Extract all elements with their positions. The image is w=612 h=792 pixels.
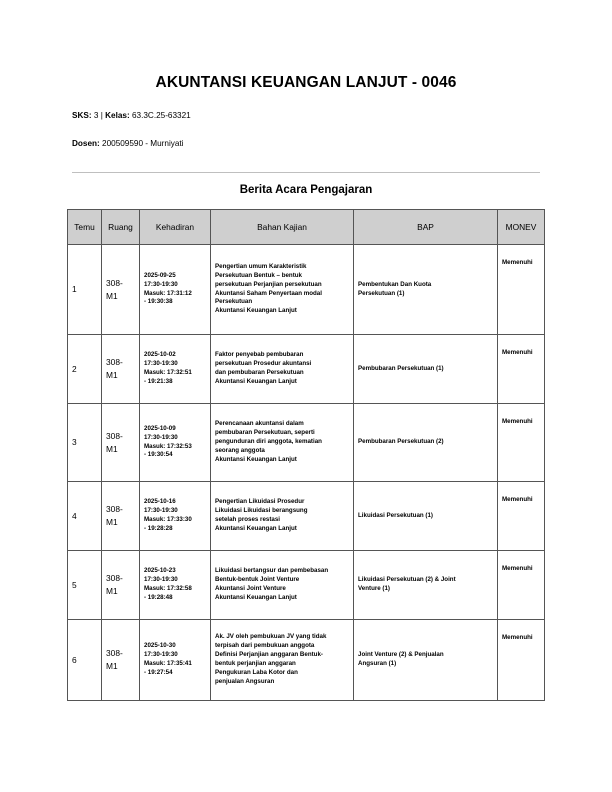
sks-label: SKS: <box>72 111 92 120</box>
cell-ruang <box>102 335 140 404</box>
bap-line: Pembentukan Dan Kuota <box>358 280 432 288</box>
bahan-line: Faktor penyebab pembubaran <box>215 351 304 359</box>
bahan-line: persekutuan Prosedur akuntansi <box>215 360 312 368</box>
kehadiran-line: 17:30-19:30 <box>144 280 178 288</box>
bahan-line: terpisah dari pembukuan anggota <box>215 642 315 650</box>
kehadiran-line: - 19:30:38 <box>144 298 173 306</box>
table-row <box>68 245 545 335</box>
cell-bap <box>354 620 498 701</box>
table-row <box>68 404 545 482</box>
cell-bahan-kajian <box>211 404 354 482</box>
cell-monev: Memenuhi <box>498 245 545 335</box>
lecturer-line <box>72 139 184 148</box>
cell-kehadiran <box>140 551 211 620</box>
bahan-line: bentuk perjanjian anggaran <box>215 660 296 667</box>
kehadiran-line: 2025-10-23 <box>144 567 176 575</box>
cell-bap <box>354 482 498 551</box>
kehadiran-line: 2025-10-02 <box>144 351 176 359</box>
bap-line: Likuidasi Persekutuan (2) & Joint <box>358 576 456 584</box>
cell-kehadiran <box>140 245 211 335</box>
kehadiran-line: 17:30-19:30 <box>144 433 178 441</box>
bahan-line: Pengukuran Laba Kotor dan <box>215 668 298 676</box>
bap-line: Pembubaran Persekutuan (1) <box>358 364 444 372</box>
cell-kehadiran <box>140 620 211 701</box>
cell-kehadiran <box>140 482 211 551</box>
ruang-line: 308- <box>106 504 123 515</box>
cell-ruang <box>102 404 140 482</box>
bahan-line: Pengertian umum Karakteristik <box>215 262 307 270</box>
kehadiran-line: Masuk: 17:33:30 <box>144 516 192 523</box>
table-header-row <box>68 210 545 245</box>
cell-temu: 4 <box>68 482 102 551</box>
ruang-line: M1 <box>106 290 118 301</box>
header-monev: MONEV <box>498 210 545 245</box>
course-meta-line <box>72 111 191 120</box>
bahan-line: Akuntansi Joint Venture <box>215 585 286 592</box>
cell-monev: Memenuhi <box>498 620 545 701</box>
bahan-line: Akuntansi Keuangan Lanjut <box>215 307 297 315</box>
kehadiran-line: - 19:28:48 <box>144 593 173 601</box>
kehadiran-line: 2025-09-25 <box>144 271 176 279</box>
bap-line: Likuidasi Persekutuan (1) <box>358 511 433 519</box>
cell-bahan-kajian <box>211 620 354 701</box>
bahan-line: seorang anggota <box>215 446 265 454</box>
cell-monev: Memenuhi <box>498 404 545 482</box>
kehadiran-line: - 19:27:54 <box>144 668 173 676</box>
kehadiran-line: - 19:21:38 <box>144 377 173 385</box>
cell-bap <box>354 335 498 404</box>
header-kehadiran: Kehadiran <box>140 210 211 245</box>
kelas-value: 63.3C.25-63321 <box>131 111 191 120</box>
bap-line: Angsuran (1) <box>358 660 397 667</box>
ruang-line: M1 <box>106 661 118 671</box>
cell-bap <box>354 551 498 620</box>
kehadiran-line: Masuk: 17:35:41 <box>144 660 192 667</box>
ruang-line: M1 <box>106 443 118 454</box>
bap-line: Venture (1) <box>358 585 390 592</box>
cell-kehadiran <box>140 404 211 482</box>
kehadiran-line: Masuk: 17:31:12 <box>144 289 192 297</box>
table-row <box>68 620 545 701</box>
cell-monev: Memenuhi <box>498 482 545 551</box>
bahan-line: Akuntansi Saham Penyertaan modal <box>215 289 322 297</box>
bahan-line: Akuntansi Keuangan Lanjut <box>215 593 297 601</box>
cell-bap <box>354 245 498 335</box>
kehadiran-line: 2025-10-30 <box>144 642 176 650</box>
cell-temu: 3 <box>68 404 102 482</box>
ruang-line: 308- <box>106 357 123 368</box>
bahan-line: Bentuk-bentuk Joint Venture <box>215 576 300 584</box>
kehadiran-line: 2025-10-16 <box>144 498 176 506</box>
kehadiran-line: 17:30-19:30 <box>144 360 178 368</box>
cell-temu: 2 <box>68 335 102 404</box>
dosen-label: Dosen: <box>72 139 100 148</box>
cell-ruang <box>102 551 140 620</box>
kehadiran-line: 17:30-19:30 <box>144 651 178 659</box>
bahan-line: Persekutuan <box>215 298 253 306</box>
header-bap: BAP <box>354 210 498 245</box>
bahan-line: dan pembubaran Persekutuan <box>215 369 304 376</box>
cell-bahan-kajian <box>211 335 354 404</box>
ruang-line: M1 <box>106 517 118 527</box>
teaching-report-table <box>67 209 545 701</box>
bap-line: Pembubaran Persekutuan (2) <box>358 438 444 445</box>
kehadiran-line: 17:30-19:30 <box>144 576 178 584</box>
bahan-line: Pengertian Likuidasi Prosedur <box>215 498 305 506</box>
bahan-line: pembubaran Persekutuan, seperti <box>215 429 315 437</box>
bahan-line: Likuidasi bertangsur dan pembebasan <box>215 567 329 575</box>
bap-line: Joint Venture (2) & Penjualan <box>358 651 444 659</box>
divider <box>72 172 540 173</box>
cell-bahan-kajian <box>211 482 354 551</box>
bahan-line: persekutuan Perjanjian persekutuan <box>215 280 322 288</box>
meta-separator: | <box>100 111 103 120</box>
cell-bahan-kajian <box>211 551 354 620</box>
header-temu: Temu <box>68 210 102 245</box>
kehadiran-line: Masuk: 17:32:53 <box>144 442 192 450</box>
bahan-line: setelah proses restasi <box>215 516 281 523</box>
bahan-line: Akuntansi Keuangan Lanjut <box>215 524 297 532</box>
cell-ruang <box>102 245 140 335</box>
table-row <box>68 551 545 620</box>
cell-bahan-kajian <box>211 245 354 335</box>
section-title: Berita Acara Pengajaran <box>239 184 373 196</box>
bahan-line: Perencanaan akuntansi dalam <box>215 420 304 428</box>
ruang-line: M1 <box>106 370 118 380</box>
header-bahan-kajian: Bahan Kajian <box>211 210 354 245</box>
table-row <box>68 482 545 551</box>
page-title: AKUNTANSI KEUANGAN LANJUT - 0046 <box>155 74 457 91</box>
cell-ruang <box>102 482 140 551</box>
ruang-line: M1 <box>106 586 118 596</box>
cell-temu: 6 <box>68 620 102 701</box>
bahan-line: Definisi Perjanjian anggaran Bentuk- <box>215 651 323 659</box>
cell-monev: Memenuhi <box>498 335 545 404</box>
bap-line: Persekutuan (1) <box>358 289 405 297</box>
cell-temu: 1 <box>68 245 102 335</box>
bahan-line: penjualan Angsuran <box>215 677 275 685</box>
ruang-line: 308- <box>106 277 123 288</box>
kelas-label: Kelas: <box>105 111 130 120</box>
cell-temu: 5 <box>68 551 102 620</box>
cell-monev: Memenuhi <box>498 551 545 620</box>
bahan-line: Akuntansi Keuangan Lanjut <box>215 377 297 385</box>
cell-kehadiran <box>140 335 211 404</box>
cell-ruang <box>102 620 140 701</box>
kehadiran-line: - 19:30:54 <box>144 451 173 459</box>
ruang-line: 308- <box>106 648 123 659</box>
kehadiran-line: Masuk: 17:32:58 <box>144 585 192 592</box>
header-ruang: Ruang <box>102 210 140 245</box>
bahan-line: Akuntansi Keuangan Lanjut <box>215 455 297 463</box>
ruang-line: 308- <box>106 573 123 584</box>
table-row <box>68 335 545 404</box>
cell-bap <box>354 404 498 482</box>
ruang-line: 308- <box>106 430 123 441</box>
kehadiran-line: 17:30-19:30 <box>144 507 178 515</box>
sks-value: 3 <box>93 111 99 120</box>
bahan-line: Persekutuan Bentuk – bentuk <box>215 271 302 279</box>
bahan-line: pengunduran diri anggota, kematian <box>215 438 322 445</box>
kehadiran-line: - 19:28:28 <box>144 524 173 532</box>
bahan-line: Ak. JV oleh pembukuan JV yang tidak <box>215 633 327 641</box>
kehadiran-line: Masuk: 17:32:51 <box>144 369 192 376</box>
dosen-value: 200509590 - Murniyati <box>102 139 184 148</box>
kehadiran-line: 2025-10-09 <box>144 424 176 432</box>
bahan-line: Likuidasi Likuidasi berangsung <box>215 507 308 515</box>
